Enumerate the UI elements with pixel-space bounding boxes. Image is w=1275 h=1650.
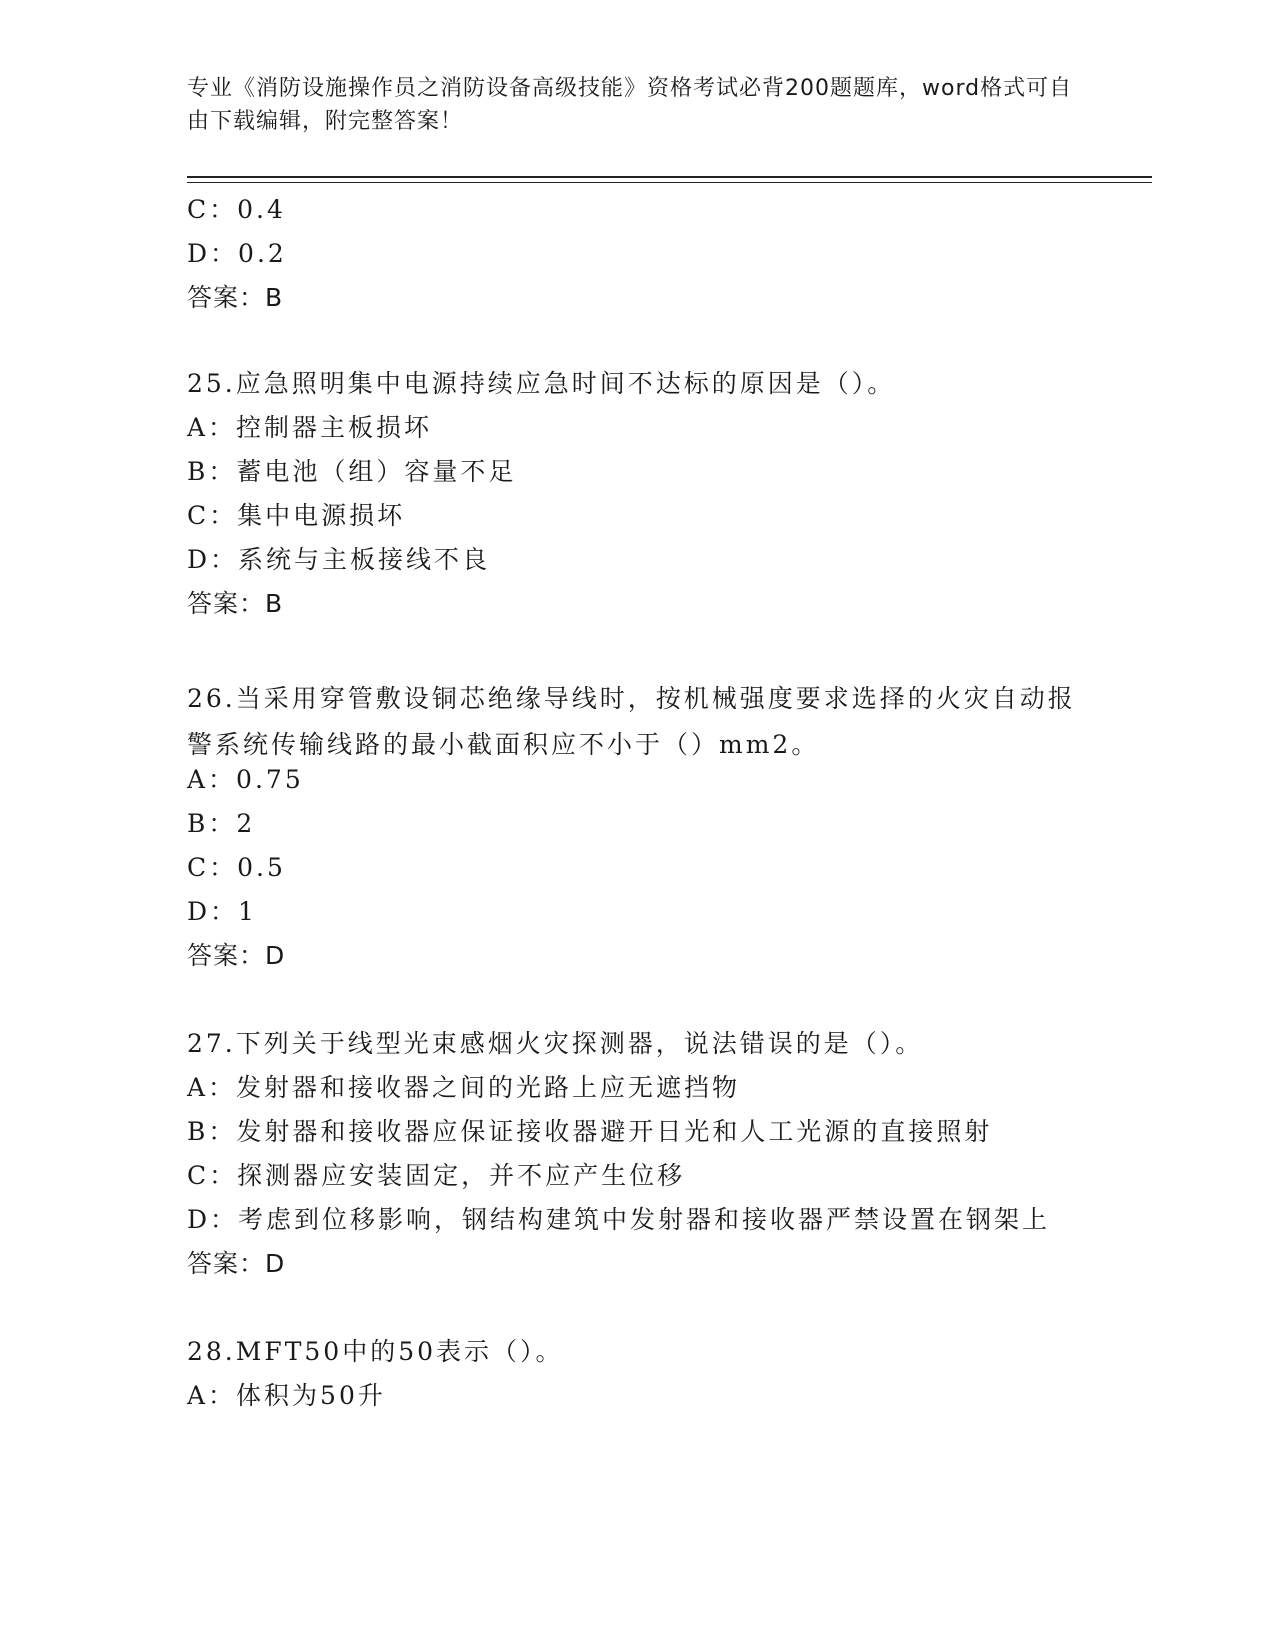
option-c: C：0.4 bbox=[187, 195, 286, 224]
option-d: D：1 bbox=[187, 897, 257, 926]
option-d: D：考虑到位移影响，钢结构建筑中发射器和接收器严禁设置在钢架上 bbox=[187, 1205, 1051, 1234]
option-b: B：蓄电池（组）容量不足 bbox=[187, 457, 517, 486]
option-a: A：体积为50升 bbox=[187, 1381, 386, 1410]
question-stem: 26.当采用穿管敷设铜芯绝缘导线时，按机械强度要求选择的火灾自动报警系统传输线路的最小截面积应不小于（）mm2。 bbox=[187, 684, 1076, 759]
option-b: B：2 bbox=[187, 809, 256, 838]
question-stem: 28.MFT50中的50表示（）。 bbox=[187, 1337, 564, 1366]
option-a: A：控制器主板损坏 bbox=[187, 413, 433, 442]
option-a: A：发射器和接收器之间的光路上应无遮挡物 bbox=[187, 1073, 741, 1102]
option-b: B：发射器和接收器应保证接收器避开日光和人工光源的直接照射 bbox=[187, 1117, 993, 1146]
answer: 答案：D bbox=[187, 941, 286, 970]
option-c: C：集中电源损坏 bbox=[187, 501, 406, 530]
document-header: 专业《消防设施操作员之消防设备高级技能》资格考试必背200题题库，word格式可自由下载编辑，附完整答案！ bbox=[187, 76, 1073, 134]
option-d: D：0.2 bbox=[187, 239, 287, 268]
question-stem: 25.应急照明集中电源持续应急时间不达标的原因是（）。 bbox=[187, 369, 896, 398]
answer: 答案：B bbox=[187, 589, 284, 618]
option-c: C：0.5 bbox=[187, 853, 286, 882]
question-stem: 27.下列关于线型光束感烟火灾探测器，说法错误的是（）。 bbox=[187, 1029, 924, 1058]
option-d: D：系统与主板接线不良 bbox=[187, 545, 491, 574]
header-divider-thin bbox=[187, 182, 1152, 183]
header-divider-thick bbox=[187, 176, 1152, 178]
option-c: C：探测器应安装固定，并不应产生位移 bbox=[187, 1161, 686, 1190]
option-a: A：0.75 bbox=[187, 765, 304, 794]
answer: 答案：B bbox=[187, 283, 284, 312]
answer: 答案：D bbox=[187, 1249, 286, 1278]
